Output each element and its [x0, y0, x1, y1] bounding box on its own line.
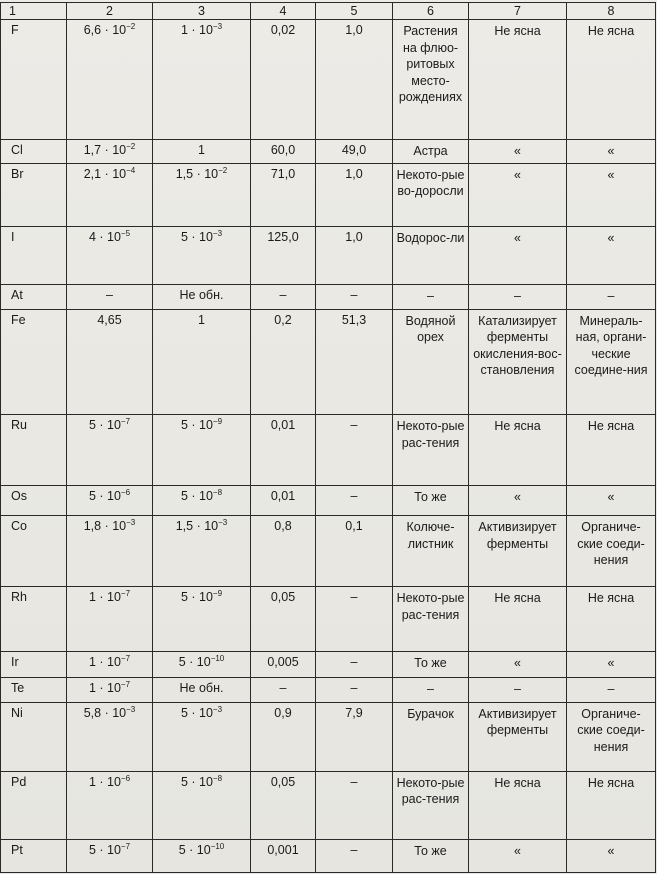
table-row: [1, 702, 656, 771]
mantissa: 1 · 10: [180, 23, 213, 37]
form-cell: Минераль-ная, органи-ческие соедине-ния: [567, 309, 656, 414]
value-cell: 1,0: [316, 20, 393, 140]
form-cell: –: [567, 678, 656, 702]
concentration-cell: [67, 702, 153, 771]
mantissa: Не обн.: [179, 681, 224, 696]
col-header: 3: [153, 3, 251, 20]
plant-cell: Некото-рые рас-тения: [393, 771, 469, 840]
value-cell: 0,02: [251, 20, 316, 140]
concentration-cell: [153, 678, 251, 702]
concentration-cell: [153, 516, 251, 587]
mantissa: 1: [198, 142, 205, 157]
element-table: [0, 2, 656, 873]
exponent: −3: [218, 518, 228, 528]
value-cell: –: [316, 771, 393, 840]
plant-cell: Астра: [393, 139, 469, 163]
concentration-cell: [67, 840, 153, 873]
concentration-cell: [67, 771, 153, 840]
mantissa: 5 · 10: [180, 705, 213, 720]
function-cell: «: [469, 840, 567, 873]
concentration-cell: [153, 226, 251, 285]
table-row: [1, 163, 656, 226]
exponent: −6: [120, 773, 131, 783]
mantissa: 5 · 10: [180, 488, 213, 503]
col-header: 5: [316, 3, 393, 20]
mantissa: 4,65: [97, 312, 122, 327]
plant-cell: Водорос-ли: [393, 226, 469, 285]
plant-cell: Некото-рые во-доросли: [393, 163, 469, 226]
value-cell: 7,9: [316, 702, 393, 771]
table-row: [1, 226, 656, 285]
exponent: −8: [212, 773, 223, 783]
concentration-cell: [153, 139, 251, 163]
function-cell: Не ясна: [469, 587, 567, 652]
plant-cell: –: [393, 678, 469, 702]
value-cell: –: [316, 678, 393, 702]
mantissa: 5 · 10: [180, 229, 213, 244]
element-symbol: Br: [1, 163, 67, 226]
exponent: −7: [120, 654, 131, 664]
plant-cell: Колюче-листник: [393, 516, 469, 587]
value-cell: 0,01: [251, 485, 316, 515]
concentration-cell: [153, 771, 251, 840]
concentration-cell: [67, 163, 153, 226]
value-cell: 0,1: [316, 516, 393, 587]
table-row: [1, 678, 656, 702]
exponent: −3: [126, 704, 136, 714]
form-cell: «: [567, 226, 656, 285]
element-symbol: Pd: [1, 771, 67, 840]
value-cell: 60,0: [251, 139, 316, 163]
plant-cell: Некото-рые рас-тения: [393, 587, 469, 652]
table-row: [1, 516, 656, 587]
plant-cell: Водяной орех: [393, 309, 469, 414]
exponent: −3: [126, 518, 136, 528]
form-cell: «: [567, 139, 656, 163]
table-row: [1, 771, 656, 840]
mantissa: 1 · 10: [88, 774, 121, 789]
value-cell: 0,005: [251, 652, 316, 678]
exponent: −3: [212, 228, 223, 238]
value-cell: 0,05: [251, 587, 316, 652]
element-symbol: Ir: [1, 652, 67, 678]
mantissa: 1,5 · 10: [175, 519, 219, 534]
table-row: [1, 415, 656, 486]
concentration-cell: [153, 415, 251, 486]
concentration-cell: [153, 163, 251, 226]
concentration-cell: [153, 840, 251, 873]
mantissa: 5 · 10: [180, 418, 213, 433]
value-cell: 71,0: [251, 163, 316, 226]
plant-cell: Бурачок: [393, 702, 469, 771]
mantissa: 4 · 10: [88, 229, 121, 244]
form-cell: –: [567, 285, 656, 309]
exponent: −6: [120, 487, 131, 497]
concentration-cell: [67, 20, 153, 140]
value-cell: 0,2: [251, 309, 316, 414]
value-cell: –: [316, 840, 393, 873]
function-cell: «: [469, 226, 567, 285]
function-cell: –: [469, 678, 567, 702]
form-cell: «: [567, 485, 656, 515]
mantissa: 5,8 · 10: [83, 705, 127, 720]
concentration-cell: [67, 309, 153, 414]
exponent: −7: [120, 680, 131, 690]
form-cell: «: [567, 652, 656, 678]
value-cell: 1,0: [316, 163, 393, 226]
form-cell: Органиче-ские соеди-нения: [567, 702, 656, 771]
col-header: 7: [469, 3, 567, 20]
function-cell: «: [469, 485, 567, 515]
exponent: −7: [120, 417, 131, 427]
form-cell: «: [567, 163, 656, 226]
table-row: [1, 587, 656, 652]
col-header: 8: [567, 3, 656, 20]
concentration-cell: [67, 678, 153, 702]
exponent: −9: [212, 589, 223, 599]
value-cell: 1,0: [316, 226, 393, 285]
mantissa: 6,6 · 10: [83, 23, 127, 37]
function-cell: Не ясна: [469, 771, 567, 840]
value-cell: 0,05: [251, 771, 316, 840]
concentration-cell: [67, 415, 153, 486]
value-cell: –: [316, 587, 393, 652]
value-cell: –: [251, 285, 316, 309]
mantissa: Не обн.: [179, 288, 224, 303]
element-symbol: At: [1, 285, 67, 309]
exponent: −3: [212, 22, 223, 31]
exponent: −7: [120, 842, 131, 852]
function-cell: Активизирует ферменты: [469, 702, 567, 771]
concentration-cell: [67, 285, 153, 309]
element-symbol: Os: [1, 485, 67, 515]
form-cell: Не ясна: [567, 20, 656, 140]
mantissa: 1,8 · 10: [83, 519, 127, 534]
value-cell: 0,8: [251, 516, 316, 587]
value-cell: –: [316, 415, 393, 486]
concentration-cell: [153, 652, 251, 678]
col-header: 1: [1, 3, 67, 20]
mantissa: 1 · 10: [88, 655, 121, 670]
concentration-cell: [153, 485, 251, 515]
value-cell: –: [251, 678, 316, 702]
table-row: [1, 20, 656, 140]
table-row: [1, 652, 656, 678]
value-cell: 0,001: [251, 840, 316, 873]
concentration-cell: [153, 702, 251, 771]
exponent: −10: [210, 654, 225, 664]
table-row: [1, 485, 656, 515]
concentration-cell: [67, 139, 153, 163]
element-symbol: Cl: [1, 139, 67, 163]
exponent: −2: [126, 141, 136, 151]
mantissa: 5 · 10: [180, 590, 213, 605]
value-cell: 0,9: [251, 702, 316, 771]
concentration-cell: [67, 226, 153, 285]
element-symbol: Fe: [1, 309, 67, 414]
function-cell: –: [469, 285, 567, 309]
table-row: [1, 309, 656, 414]
concentration-cell: [67, 587, 153, 652]
plant-cell: То же: [393, 652, 469, 678]
element-symbol: Ni: [1, 702, 67, 771]
col-header: 6: [393, 3, 469, 20]
exponent: −8: [212, 487, 223, 497]
value-cell: –: [316, 652, 393, 678]
table-row: [1, 840, 656, 873]
element-symbol: Ru: [1, 415, 67, 486]
concentration-cell: [67, 485, 153, 515]
col-header: 4: [251, 3, 316, 20]
form-cell: Органиче-ские соеди-нения: [567, 516, 656, 587]
mantissa: 5 · 10: [88, 843, 121, 858]
exponent: −10: [210, 842, 225, 852]
mantissa: 2,1 · 10: [83, 166, 127, 181]
function-cell: Катализирует ферменты окисления-вос-становления: [469, 309, 567, 414]
form-cell: «: [567, 840, 656, 873]
exponent: −4: [126, 165, 136, 175]
element-symbol: Co: [1, 516, 67, 587]
exponent: −5: [120, 228, 131, 238]
mantissa: 5 · 10: [178, 843, 211, 858]
plant-cell: То же: [393, 485, 469, 515]
concentration-cell: [67, 516, 153, 587]
concentration-cell: [153, 285, 251, 309]
plant-cell: Растения на флюо-ритовых место-рождениях: [393, 20, 469, 140]
element-symbol: F: [1, 20, 67, 140]
value-cell: 125,0: [251, 226, 316, 285]
mantissa: 5 · 10: [88, 418, 121, 433]
element-symbol: Rh: [1, 587, 67, 652]
function-cell: «: [469, 652, 567, 678]
mantissa: 1 · 10: [88, 590, 121, 605]
plant-cell: То же: [393, 840, 469, 873]
plant-cell: –: [393, 285, 469, 309]
mantissa: 1,5 · 10: [175, 166, 219, 181]
function-cell: Активизирует ферменты: [469, 516, 567, 587]
concentration-cell: [153, 309, 251, 414]
table-row: [1, 139, 656, 163]
exponent: −7: [120, 589, 131, 599]
exponent: −2: [218, 165, 228, 175]
value-cell: –: [316, 485, 393, 515]
mantissa: 1 · 10: [88, 681, 121, 696]
header-row: [1, 3, 656, 20]
form-cell: Не ясна: [567, 415, 656, 486]
mantissa: –: [106, 288, 113, 303]
value-cell: –: [316, 285, 393, 309]
exponent: −3: [212, 704, 223, 714]
element-symbol: I: [1, 226, 67, 285]
plant-cell: Некото-рые рас-тения: [393, 415, 469, 486]
value-cell: 51,3: [316, 309, 393, 414]
concentration-cell: [153, 20, 251, 140]
mantissa: 5 · 10: [178, 655, 211, 670]
mantissa: 5 · 10: [88, 488, 121, 503]
form-cell: Не ясна: [567, 587, 656, 652]
mantissa: 1: [198, 312, 205, 327]
function-cell: Не ясна: [469, 415, 567, 486]
form-cell: Не ясна: [567, 771, 656, 840]
exponent: −9: [212, 417, 223, 427]
table-row: [1, 285, 656, 309]
value-cell: 49,0: [316, 139, 393, 163]
exponent: −2: [126, 22, 136, 31]
col-header: 2: [67, 3, 153, 20]
function-cell: «: [469, 163, 567, 226]
function-cell: Не ясна: [469, 20, 567, 140]
mantissa: 1,7 · 10: [83, 142, 127, 157]
element-symbol: Te: [1, 678, 67, 702]
function-cell: «: [469, 139, 567, 163]
concentration-cell: [153, 587, 251, 652]
element-symbol: Pt: [1, 840, 67, 873]
value-cell: 0,01: [251, 415, 316, 486]
mantissa: 5 · 10: [180, 774, 213, 789]
concentration-cell: [67, 652, 153, 678]
